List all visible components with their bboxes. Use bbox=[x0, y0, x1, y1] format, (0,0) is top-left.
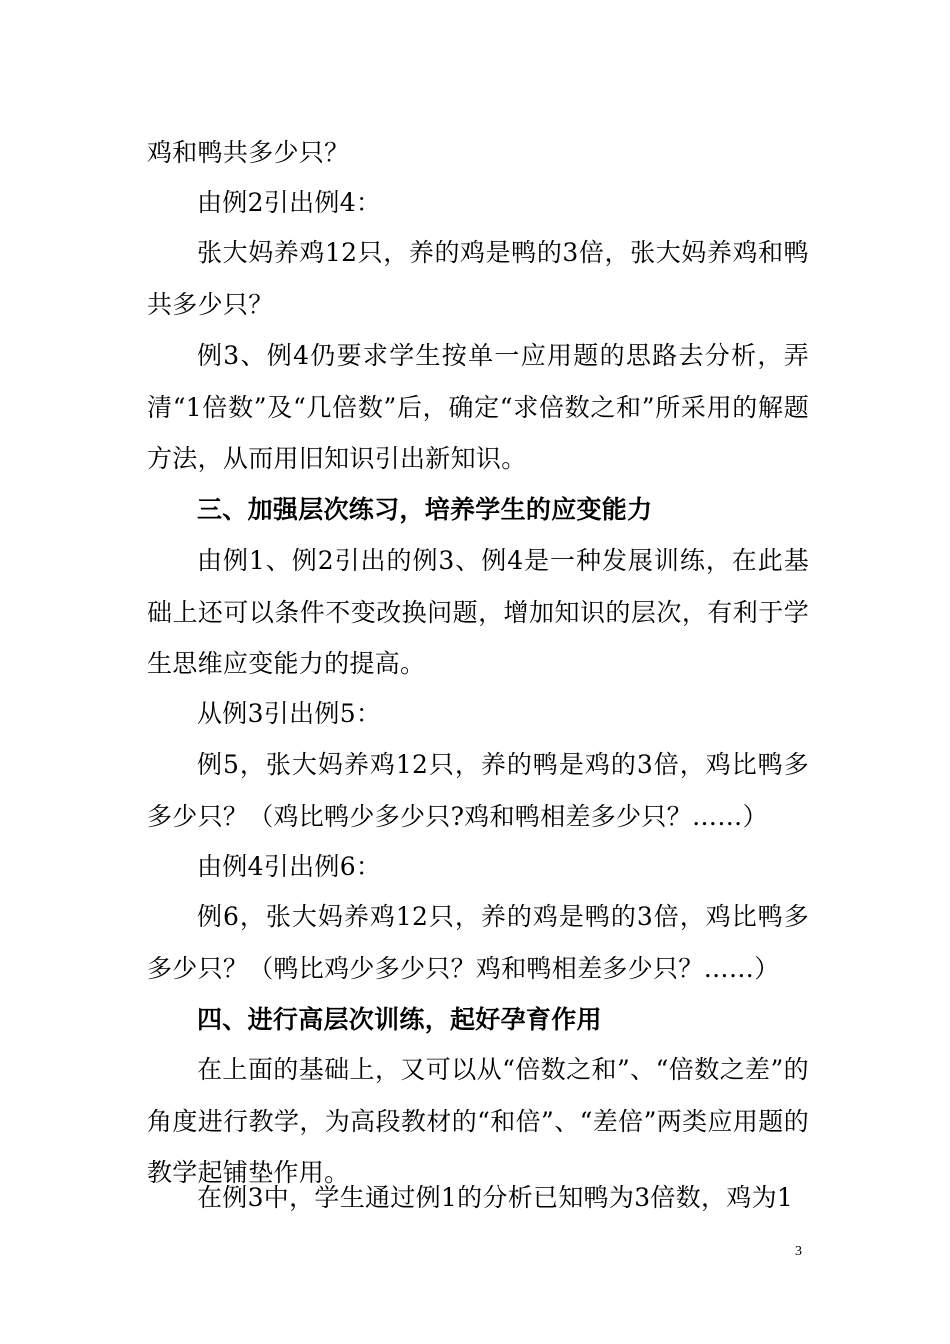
paragraph-example-6: 例6，张大妈养鸡12只，养的鸡是鸭的3倍，鸡比鸭多多少只？（鸭比鸡少多少只？鸡和鸭相差多少只？……） bbox=[147, 902, 809, 983]
paragraph-higher-training: 在上面的基础上，又可以从“倍数之和”、“倍数之差”的角度进行教学，为高段教材的“和倍”、“差倍”两类应用题的教学起铺垫作用。 bbox=[147, 1055, 809, 1187]
section-heading-3: 三、加强层次练习，培养学生的应变能力 bbox=[197, 495, 653, 524]
page-number: 3 bbox=[795, 1244, 802, 1259]
paragraph-continuation: 鸡和鸭共多少只？ bbox=[147, 138, 350, 167]
paragraph-example-4: 张大妈养鸡12只，养的鸡是鸭的3倍，张大妈养鸡和鸭共多少只？ bbox=[147, 238, 809, 319]
paragraph-intro-example-6: 由例4引出例6： bbox=[197, 852, 382, 881]
paragraph-intro-example-5: 从例3引出例5： bbox=[197, 699, 382, 728]
paragraph-intro-example-4: 由例2引出例4： bbox=[197, 188, 382, 217]
paragraph-development: 由例1、例2引出的例3、例4是一种发展训练，在此基础上还可以条件不变改换问题，增加知识的层次，有利于学生思维应变能力的提高。 bbox=[147, 546, 809, 678]
paragraph-example-3-analysis: 在例3中，学生通过例1的分析已知鸭为3倍数，鸡为1 bbox=[197, 1183, 794, 1212]
paragraph-analysis: 例3、例4仍要求学生按单一应用题的思路去分析，弄清“1倍数”及“几倍数”后，确定“求倍数之和”所采用的解题方法，从而用旧知识引出新知识。 bbox=[147, 341, 809, 473]
section-heading-4: 四、进行高层次训练，起好孕育作用 bbox=[197, 1005, 602, 1034]
paragraph-example-5: 例5，张大妈养鸡12只，养的鸭是鸡的3倍，鸡比鸭多多少只？（鸡比鸭少多少只?鸡和鸭相差多少只？……） bbox=[147, 750, 809, 831]
